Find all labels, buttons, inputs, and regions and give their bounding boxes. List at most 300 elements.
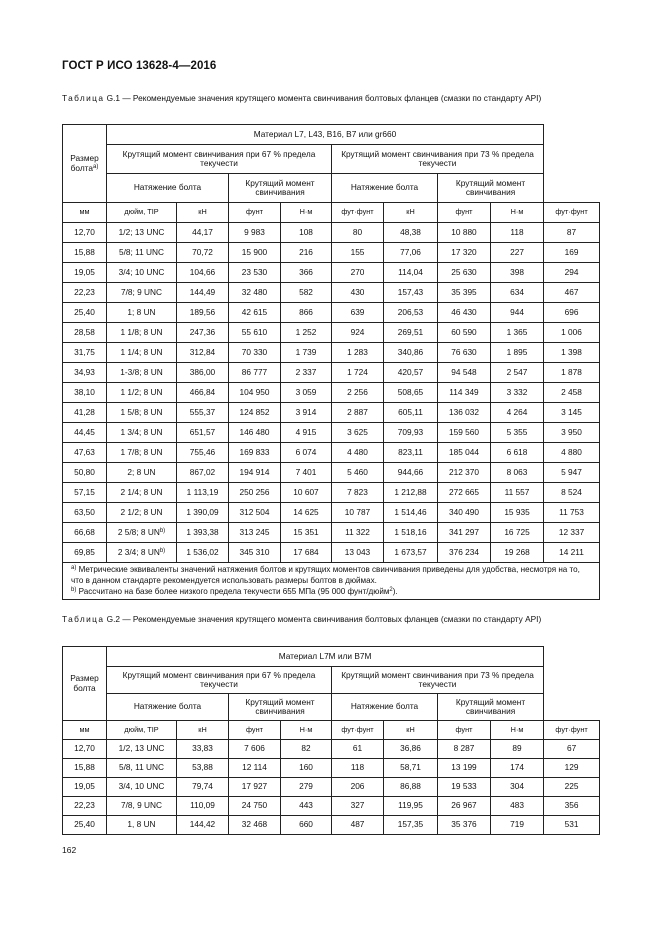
cell-text: 345 310 — [239, 546, 270, 557]
unit-cell: мм — [63, 721, 107, 740]
value-cell — [544, 383, 600, 403]
cell-text: 119,95 — [398, 800, 423, 811]
table2-caption-label: Таблица — [62, 614, 105, 624]
size-inch-cell — [107, 759, 177, 778]
value-cell — [384, 740, 438, 759]
cell-text: 69,85 — [74, 546, 95, 557]
value-cell — [177, 740, 229, 759]
cell-text: 7/8; 9 UNC — [120, 286, 163, 297]
footnote-a-mark: a) — [71, 565, 77, 571]
size-inch-cell — [107, 463, 177, 483]
value-cell — [229, 740, 281, 759]
value-cell — [438, 263, 491, 283]
value-cell — [438, 816, 491, 835]
unit-cell: фут·фунт — [544, 721, 600, 740]
document-header: ГОСТ Р ИСО 13628-4—2016 — [62, 60, 217, 72]
cell-text: 1 5/8; 8 UN — [120, 406, 163, 417]
value-cell — [281, 343, 332, 363]
cell-text: 487 — [350, 819, 365, 830]
footnote-a — [71, 564, 594, 586]
cell-text: 755,46 — [189, 446, 216, 457]
cell-text: 44,17 — [192, 226, 213, 237]
cell-text: 660 — [299, 819, 313, 830]
cell-text: 1/2, 13 UNC — [118, 743, 165, 754]
cell-text: 26 967 — [451, 800, 477, 811]
table-row — [63, 283, 600, 303]
cell-text: 14 625 — [293, 506, 319, 517]
cell-text: 1 518,16 — [394, 526, 427, 537]
value-cell — [438, 523, 491, 543]
table2-group-73: Крутящий момент свинчивания при 73 % предела текучести — [332, 667, 544, 694]
value-cell — [229, 343, 281, 363]
cell-text: 174 — [510, 762, 524, 773]
cell-text: 10 880 — [451, 226, 477, 237]
cell-text: 270 — [350, 266, 365, 277]
value-cell — [177, 383, 229, 403]
size-mm-cell — [63, 263, 107, 283]
size-inch-cell — [107, 383, 177, 403]
value-cell — [438, 243, 491, 263]
table1-torque-67: Крутящий момент свинчивания — [229, 174, 332, 203]
value-cell — [332, 303, 384, 323]
cell-text: 5 460 — [347, 466, 368, 477]
cell-text: 2 337 — [295, 366, 317, 377]
table-row — [63, 543, 600, 563]
cell-text: 110,09 — [190, 800, 215, 811]
cell-text: 1/2; 13 UNC — [118, 226, 165, 237]
table-row — [63, 503, 600, 523]
cell-text: 3 332 — [506, 386, 528, 397]
value-cell — [281, 816, 332, 835]
value-cell — [281, 503, 332, 523]
cell-text: 312,84 — [189, 346, 216, 357]
table1-footnotes — [63, 563, 600, 600]
value-cell — [384, 778, 438, 797]
cell-text: 3 950 — [561, 426, 582, 437]
table1 — [62, 124, 600, 600]
value-cell — [281, 778, 332, 797]
value-cell — [438, 323, 491, 343]
cell-text: 555,37 — [189, 406, 216, 417]
table-row — [63, 797, 600, 816]
value-cell — [438, 503, 491, 523]
value-cell — [229, 423, 281, 443]
cell-text: 420,57 — [397, 366, 424, 377]
value-cell — [438, 343, 491, 363]
cell-text: 272 665 — [449, 486, 479, 497]
cell-text: 189,56 — [189, 306, 216, 317]
value-cell — [281, 797, 332, 816]
cell-text: 3 059 — [295, 386, 317, 397]
value-cell — [177, 243, 229, 263]
table2-torque-73: Крутящий момент свинчивания — [438, 694, 544, 721]
cell-text: 79,74 — [192, 781, 213, 792]
cell-text: 89 — [512, 743, 522, 754]
value-cell — [544, 403, 600, 423]
value-cell — [177, 503, 229, 523]
cell-text: 1 393,38 — [186, 526, 219, 537]
cell-text: 25,40 — [74, 306, 95, 317]
value-cell — [491, 343, 544, 363]
size-inch-cell — [107, 223, 177, 243]
cell-text: 25,40 — [74, 819, 95, 830]
cell-text: 2; 8 UN — [127, 466, 156, 477]
value-cell — [384, 483, 438, 503]
cell-text: 2 3/4; 8 UN — [117, 546, 160, 557]
cell-text: 28,58 — [74, 326, 95, 337]
value-cell — [491, 423, 544, 443]
cell-text: 216 — [299, 246, 313, 257]
cell-text: 709,93 — [397, 426, 424, 437]
value-cell — [491, 223, 544, 243]
value-cell — [332, 778, 384, 797]
value-cell — [177, 463, 229, 483]
value-cell — [438, 443, 491, 463]
size-mm-cell — [63, 759, 107, 778]
value-cell — [491, 740, 544, 759]
value-cell — [384, 543, 438, 563]
cell-text: 12 337 — [558, 526, 585, 537]
footnote-b-sup: 2 — [389, 587, 393, 593]
size-inch-cell — [107, 243, 177, 263]
value-cell — [491, 523, 544, 543]
cell-text: 944,66 — [397, 466, 424, 477]
value-cell — [544, 283, 600, 303]
value-cell — [491, 363, 544, 383]
cell-text: 63,50 — [74, 506, 95, 517]
unit-cell: фут·фунт — [332, 203, 384, 223]
value-cell — [438, 303, 491, 323]
cell-text: 32 480 — [241, 286, 268, 297]
size-mm-cell — [63, 816, 107, 835]
value-cell — [438, 797, 491, 816]
cell-text: 3 145 — [561, 406, 582, 417]
table2-caption-text: G.2 — Рекомендуемые значения крутящего момента свинчивания болтовых фланцев (смазки по стандарту API) — [106, 614, 542, 624]
cell-text: 5 355 — [506, 426, 528, 437]
cell-text: 104 950 — [239, 386, 270, 397]
cell-text: 50,80 — [74, 466, 95, 477]
value-cell — [177, 816, 229, 835]
cell-text: 8 287 — [453, 743, 475, 754]
unit-cell: фунт — [229, 721, 281, 740]
value-cell — [281, 223, 332, 243]
value-cell — [544, 778, 600, 797]
value-cell — [438, 403, 491, 423]
cell-text: 225 — [564, 781, 579, 792]
unit-cell: Н·м — [491, 203, 544, 223]
footnote-b-end: ). — [392, 587, 398, 596]
cell-text: 3 625 — [347, 426, 368, 437]
size-inch-cell — [107, 543, 177, 563]
footnote-b-text: Рассчитано на базе более низкого предела текучести 655 МПа (95 000 фунт/дюйм — [78, 587, 390, 596]
cell-text: 48,38 — [400, 226, 421, 237]
cell-text: 1 3/4; 8 UN — [120, 426, 163, 437]
value-cell — [491, 263, 544, 283]
page-number: 162 — [62, 845, 77, 855]
cell-text: 582 — [299, 286, 313, 297]
table-row — [63, 423, 600, 443]
cell-text: 19,05 — [74, 266, 95, 277]
value-cell — [177, 759, 229, 778]
cell-text: 2 1/2; 8 UN — [120, 506, 163, 517]
size-mm-cell — [63, 443, 107, 463]
cell-text: 34,93 — [74, 366, 95, 377]
footnote-a-text: Метрические эквиваленты значений натяжения болтов и крутящих моментов свинчивания приведены для удобства, несмотря на то, что в данном стандарте рекомендуется использовать размеры болтов в дюймах. — [71, 565, 580, 585]
value-cell — [229, 816, 281, 835]
value-cell — [384, 523, 438, 543]
cell-text: 13 199 — [451, 762, 477, 773]
cell-text: 41,28 — [74, 406, 95, 417]
table1-size-header — [63, 125, 107, 203]
unit-cell: фунт — [438, 203, 491, 223]
value-cell — [177, 523, 229, 543]
value-cell — [384, 403, 438, 423]
size-mm-cell — [63, 383, 107, 403]
cell-text: 53,88 — [192, 762, 213, 773]
cell-text: 250 256 — [239, 486, 270, 497]
value-cell — [332, 243, 384, 263]
cell-text: 118 — [350, 762, 365, 773]
value-cell — [281, 483, 332, 503]
value-cell — [384, 383, 438, 403]
cell-text: 67 — [566, 743, 577, 754]
cell-text: 6 618 — [506, 446, 528, 457]
cell-text: 269,51 — [397, 326, 424, 337]
value-cell — [281, 443, 332, 463]
value-cell — [177, 323, 229, 343]
cell-text: 823,11 — [398, 446, 423, 457]
table2 — [62, 646, 600, 835]
value-cell — [281, 303, 332, 323]
cell-text: 3/4, 10 UNC — [118, 781, 165, 792]
value-cell — [177, 543, 229, 563]
value-cell — [229, 443, 281, 463]
cell-text: 22,23 — [74, 800, 95, 811]
cell-text: 86 777 — [241, 366, 268, 377]
cell-text: 4 480 — [347, 446, 368, 457]
cell-text: 6 074 — [295, 446, 317, 457]
value-cell — [384, 443, 438, 463]
value-cell — [332, 816, 384, 835]
value-cell — [384, 223, 438, 243]
cell-text: 114,04 — [398, 266, 423, 277]
value-cell — [229, 523, 281, 543]
unit-cell: фут·фунт — [332, 721, 384, 740]
value-cell — [438, 759, 491, 778]
value-cell — [384, 463, 438, 483]
unit-cell: дюйм, TIP — [107, 721, 177, 740]
value-cell — [544, 363, 600, 383]
value-cell — [177, 283, 229, 303]
cell-text: 124 852 — [239, 406, 270, 417]
table-row — [63, 243, 600, 263]
value-cell — [281, 283, 332, 303]
value-cell — [544, 816, 600, 835]
table1-caption-text: G.1 — Рекомендуемые значения крутящего момента свинчивания болтовых фланцев (смазки по стандарту API) — [106, 93, 542, 103]
table-row — [63, 343, 600, 363]
size-inch-cell — [107, 363, 177, 383]
cell-text: 11 753 — [559, 506, 584, 517]
cell-text: 36,86 — [400, 743, 421, 754]
cell-text: 340,86 — [397, 346, 424, 357]
size-mm-cell — [63, 523, 107, 543]
size-inch-cell — [107, 816, 177, 835]
cell-text: 2 458 — [561, 386, 582, 397]
cell-text: 5/8, 11 UNC — [118, 762, 165, 773]
unit-cell: Н·м — [281, 203, 332, 223]
size-mm-cell — [63, 483, 107, 503]
unit-cell: Н·м — [491, 721, 544, 740]
value-cell — [281, 463, 332, 483]
unit-cell: мм — [63, 203, 107, 223]
cell-text: 19 533 — [451, 781, 477, 792]
cell-text: 2 887 — [347, 406, 368, 417]
cell-text: 57,15 — [74, 486, 95, 497]
size-mm-cell — [63, 303, 107, 323]
value-cell — [332, 483, 384, 503]
value-cell — [438, 223, 491, 243]
value-cell — [177, 797, 229, 816]
size-mm-cell — [63, 243, 107, 263]
cell-text: 1 895 — [506, 346, 528, 357]
cell-text: 366 — [299, 266, 313, 277]
table-row — [63, 323, 600, 343]
value-cell — [491, 383, 544, 403]
size-mm-cell — [63, 283, 107, 303]
size-inch-cell — [107, 740, 177, 759]
cell-text: 25 630 — [451, 266, 477, 277]
value-cell — [384, 363, 438, 383]
cell-text: 38,10 — [74, 386, 95, 397]
unit-cell: фунт — [229, 203, 281, 223]
unit-cell: фунт — [438, 721, 491, 740]
cell-text: 15,88 — [74, 246, 95, 257]
table2-group-67: Крутящий момент свинчивания при 67 % предела текучести — [107, 667, 332, 694]
table2-material-header: Материал L7M или B7M — [107, 647, 544, 667]
value-cell — [544, 323, 600, 343]
size-inch-cell — [107, 283, 177, 303]
value-cell — [332, 423, 384, 443]
value-cell — [332, 383, 384, 403]
table1-tension-73: Натяжение болта — [332, 174, 438, 203]
cell-text: 227 — [510, 246, 524, 257]
cell-text: 10 787 — [344, 506, 371, 517]
value-cell — [229, 403, 281, 423]
value-cell — [281, 403, 332, 423]
table-row — [63, 223, 600, 243]
value-cell — [491, 778, 544, 797]
value-cell — [229, 283, 281, 303]
cell-text: 169 833 — [239, 446, 270, 457]
cell-text: 867,02 — [189, 466, 216, 477]
cell-text: 2 256 — [347, 386, 368, 397]
table1-caption — [62, 93, 602, 105]
table1-footnotes-row — [63, 563, 600, 600]
size-inch-cell — [107, 343, 177, 363]
table-row — [63, 759, 600, 778]
cell-text: 47,63 — [74, 446, 95, 457]
cell-text: 605,11 — [398, 406, 423, 417]
cell-text: 1, 8 UN — [127, 819, 156, 830]
value-cell — [177, 403, 229, 423]
value-cell — [281, 263, 332, 283]
value-cell — [229, 463, 281, 483]
cell-text: 10 607 — [293, 486, 319, 497]
table1-caption-label: Таблица — [62, 93, 105, 103]
cell-text: 185 044 — [449, 446, 479, 457]
cell-text: 76 630 — [451, 346, 477, 357]
value-cell — [229, 483, 281, 503]
cell-text: 11 557 — [504, 486, 530, 497]
size-mm-cell — [63, 797, 107, 816]
cell-text: 31,75 — [74, 346, 95, 357]
cell-text: 35 395 — [451, 286, 477, 297]
cell-text: 104,66 — [189, 266, 216, 277]
value-cell — [332, 759, 384, 778]
cell-text: 9 983 — [244, 226, 265, 237]
cell-text: 17 927 — [241, 781, 268, 792]
cell-text: 508,65 — [397, 386, 424, 397]
cell-text: 341 297 — [449, 526, 479, 537]
value-cell — [384, 503, 438, 523]
cell-text: 466,84 — [189, 386, 216, 397]
value-cell — [384, 283, 438, 303]
table1-material-header: Материал L7, L43, B16, B7 или gr660 — [107, 125, 544, 145]
cell-text: 13 043 — [344, 546, 371, 557]
value-cell — [544, 503, 600, 523]
value-cell — [384, 343, 438, 363]
cell-text: 376 234 — [449, 546, 479, 557]
cell-text: 634 — [510, 286, 524, 297]
cell-text: 11 322 — [345, 526, 370, 537]
value-cell — [491, 283, 544, 303]
cell-text: 1 1/8; 8 UN — [120, 326, 163, 337]
value-cell — [544, 303, 600, 323]
cell-text: 386,00 — [189, 366, 216, 377]
value-cell — [332, 797, 384, 816]
value-cell — [384, 323, 438, 343]
value-cell — [229, 263, 281, 283]
value-cell — [491, 759, 544, 778]
table1-size-sup: a) — [93, 163, 99, 170]
size-mm-cell — [63, 503, 107, 523]
value-cell — [491, 543, 544, 563]
size-mm-cell — [63, 363, 107, 383]
size-mm-cell — [63, 343, 107, 363]
cell-text: 159 560 — [449, 426, 479, 437]
value-cell — [384, 243, 438, 263]
size-mm-cell — [63, 323, 107, 343]
cell-text: 114 349 — [449, 386, 479, 397]
value-cell — [438, 423, 491, 443]
cell-text: 1 252 — [295, 326, 317, 337]
value-cell — [544, 797, 600, 816]
value-cell — [438, 483, 491, 503]
table1-torque-73: Крутящий момент свинчивания — [438, 174, 544, 203]
value-cell — [229, 383, 281, 403]
value-cell — [229, 759, 281, 778]
cell-text: 1 724 — [347, 366, 368, 377]
value-cell — [491, 463, 544, 483]
cell-text: 2 1/4; 8 UN — [120, 486, 163, 497]
cell-text: 77,06 — [400, 246, 421, 257]
cell-text: 1 514,46 — [394, 506, 427, 517]
cell-text: 304 — [510, 781, 524, 792]
value-cell — [438, 463, 491, 483]
value-cell — [491, 443, 544, 463]
value-cell — [229, 303, 281, 323]
size-inch-cell — [107, 483, 177, 503]
